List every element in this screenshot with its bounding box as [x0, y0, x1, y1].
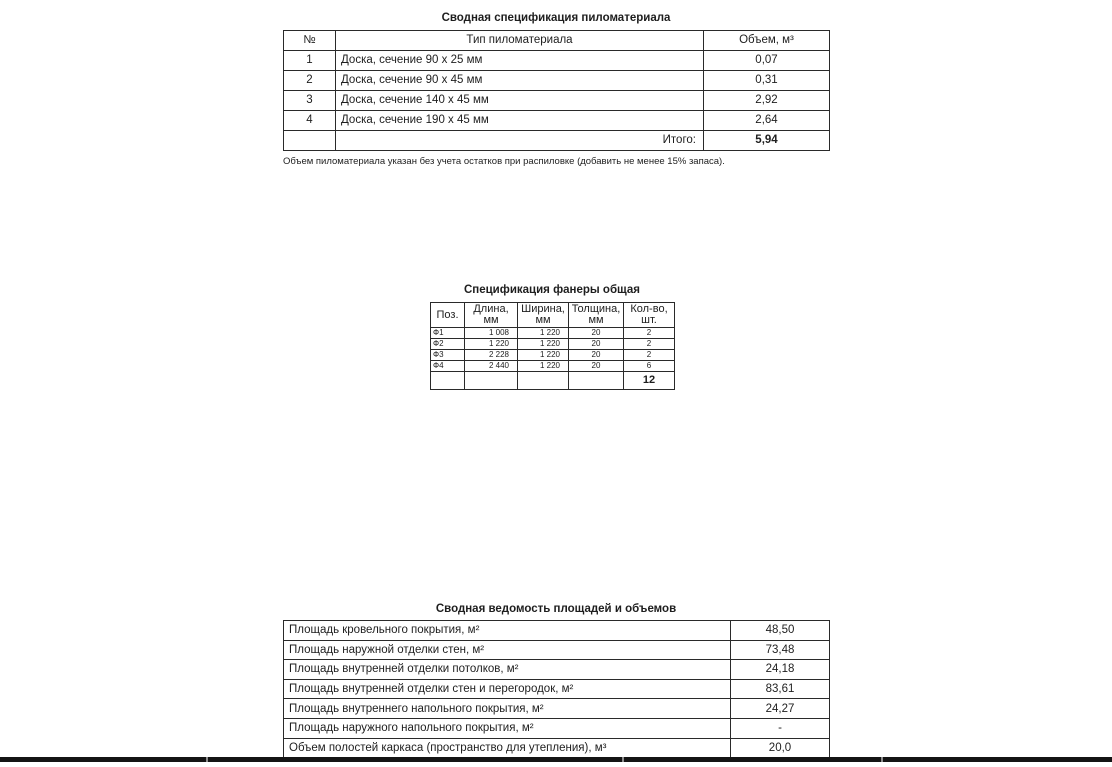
cell-num: 3	[284, 91, 336, 111]
bottom-frame-line	[0, 757, 1112, 762]
table-row	[284, 679, 830, 699]
cell-volume: 2,64	[704, 111, 830, 131]
qty-total-value: 12	[624, 372, 675, 390]
total-label: Итого:	[336, 131, 704, 151]
col-header-width: Ширина, мм	[518, 303, 569, 328]
col-header-pos: Поз.	[431, 303, 465, 328]
cell-thickness: 20	[569, 328, 624, 339]
cell-type: Доска, сечение 90 х 45 мм	[336, 71, 704, 91]
cell-value: 83,61	[731, 679, 830, 699]
col-header-volume: Объем, м³	[704, 31, 830, 51]
cell-label: Площадь кровельного покрытия, м²	[284, 621, 731, 641]
frame-notch	[881, 757, 883, 762]
table-row	[431, 328, 675, 339]
cell-value: -	[731, 718, 830, 738]
cell-empty	[518, 372, 569, 390]
table-row	[284, 51, 830, 71]
total-value: 5,94	[704, 131, 830, 151]
cell-thickness: 20	[569, 361, 624, 372]
cell-empty	[465, 372, 518, 390]
cell-label: Площадь наружной отделки стен, м²	[284, 640, 731, 660]
cell-qty: 6	[624, 361, 675, 372]
cell-qty: 2	[624, 328, 675, 339]
cell-value: 24,27	[731, 699, 830, 719]
cell-empty	[431, 372, 465, 390]
frame-notch	[622, 757, 624, 762]
cell-qty: 2	[624, 339, 675, 350]
cell-type: Доска, сечение 90 х 25 мм	[336, 51, 704, 71]
cell-num: 4	[284, 111, 336, 131]
lumber-note: Объем пиломатериала указан без учета остатков при распиловке (добавить не менее 15% запаса).	[283, 156, 725, 167]
table-row	[284, 91, 830, 111]
cell-length: 2 440	[465, 361, 518, 372]
cell-pos: Ф3	[431, 350, 465, 361]
cell-volume: 0,07	[704, 51, 830, 71]
plywood-header-row	[431, 303, 675, 328]
cell-length: 1 008	[465, 328, 518, 339]
cell-value: 48,50	[731, 621, 830, 641]
col-header-thickness: Толщина, мм	[569, 303, 624, 328]
table-row	[284, 71, 830, 91]
cell-num: 2	[284, 71, 336, 91]
table-row	[284, 738, 830, 758]
col-header-type: Тип пиломатериала	[336, 31, 704, 51]
plywood-table-title: Спецификация фанеры общая	[463, 284, 641, 296]
cell-label: Площадь внутренней отделки потолков, м²	[284, 660, 731, 680]
cell-pos: Ф4	[431, 361, 465, 372]
cell-pos: Ф1	[431, 328, 465, 339]
cell-qty: 2	[624, 350, 675, 361]
table-row	[284, 660, 830, 680]
col-header-length: Длина, мм	[465, 303, 518, 328]
cell-type: Доска, сечение 140 х 45 мм	[336, 91, 704, 111]
cell-pos: Ф2	[431, 339, 465, 350]
table-row	[431, 361, 675, 372]
table-row	[284, 699, 830, 719]
cell-label: Площадь внутреннего напольного покрытия, м²	[284, 699, 731, 719]
table-row	[284, 718, 830, 738]
col-header-num: №	[284, 31, 336, 51]
cell-label: Площадь наружного напольного покрытия, м²	[284, 718, 731, 738]
cell-thickness: 20	[569, 350, 624, 361]
table-row	[284, 621, 830, 641]
cell-length: 2 228	[465, 350, 518, 361]
cell-volume: 2,92	[704, 91, 830, 111]
table-row	[431, 350, 675, 361]
cell-width: 1 220	[518, 361, 569, 372]
total-row	[284, 131, 830, 151]
cell-value: 73,48	[731, 640, 830, 660]
cell-length: 1 220	[465, 339, 518, 350]
table-row	[284, 111, 830, 131]
lumber-table	[283, 30, 830, 151]
lumber-header-row	[284, 31, 830, 51]
summary-table-title: Сводная ведомость площадей и объемов	[435, 603, 677, 615]
frame-notch	[206, 757, 208, 762]
total-row	[431, 372, 675, 390]
cell-label: Площадь внутренней отделки стен и перегородок, м²	[284, 679, 731, 699]
cell-empty	[284, 131, 336, 151]
cell-type: Доска, сечение 190 х 45 мм	[336, 111, 704, 131]
lumber-spec-section	[283, 11, 829, 168]
cell-thickness: 20	[569, 339, 624, 350]
summary-table	[283, 620, 830, 758]
cell-label: Объем полостей каркаса (пространство для утепления), м³	[284, 738, 731, 758]
cell-volume: 0,31	[704, 71, 830, 91]
lumber-table-title: Сводная спецификация пиломатериала	[441, 12, 671, 24]
cell-value: 20,0	[731, 738, 830, 758]
cell-num: 1	[284, 51, 336, 71]
plywood-table	[430, 302, 675, 390]
plywood-spec-section	[430, 283, 674, 390]
cell-width: 1 220	[518, 339, 569, 350]
cell-value: 24,18	[731, 660, 830, 680]
table-row	[431, 339, 675, 350]
cell-width: 1 220	[518, 350, 569, 361]
table-row	[284, 640, 830, 660]
areas-summary-section	[283, 602, 829, 758]
cell-empty	[569, 372, 624, 390]
col-header-qty: Кол-во, шт.	[624, 303, 675, 328]
cell-width: 1 220	[518, 328, 569, 339]
